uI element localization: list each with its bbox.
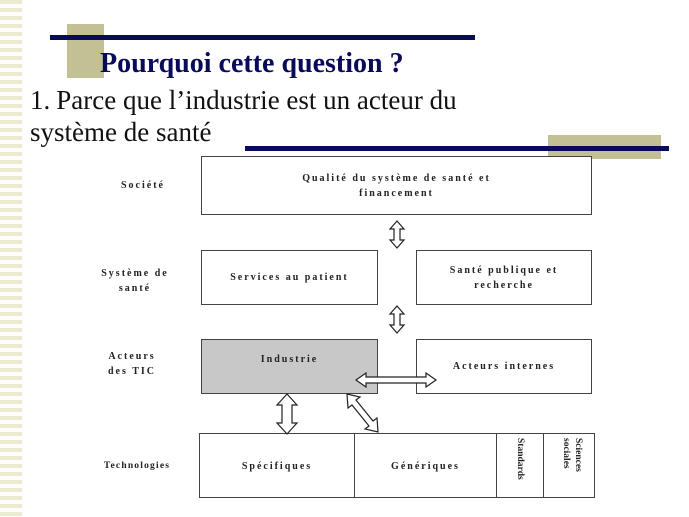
box-industrie: Industrie: [201, 339, 378, 394]
point-number: 1.: [30, 85, 51, 115]
arrow-industrie-generiques: [347, 394, 378, 432]
tech-sciences-sociales: Sciences sociales: [561, 438, 583, 472]
point-text: Parce que l’industrie est un acteur du système de santé: [30, 85, 457, 147]
box-sante-publique: Santé publique et recherche: [416, 250, 592, 305]
tech-specifiques: Spécifiques: [241, 460, 313, 472]
box-qualite: Qualité du système de santé et financement: [201, 156, 592, 215]
slide-title: Pourquoi cette question ?: [100, 48, 404, 79]
row-label-acteurs: Acteurs des TIC: [108, 351, 156, 377]
arrow-industrie-acteurs-internes: [356, 373, 436, 387]
tech-generiques: Génériques: [391, 460, 460, 472]
arrow-qualite-systeme: [390, 221, 404, 248]
arrow-industrie-specifiques: [277, 394, 297, 434]
box-acteurs-internes: Acteurs internes: [416, 339, 592, 394]
row-label-societe: Société: [121, 180, 165, 191]
box-services-patient: Services au patient: [201, 250, 378, 305]
row-label-technologies: Technologies: [103, 461, 171, 471]
tech-standards: Standards: [515, 438, 525, 480]
arrow-systeme-acteurs: [390, 306, 404, 333]
row-label-systeme: Système de santé: [101, 268, 169, 294]
